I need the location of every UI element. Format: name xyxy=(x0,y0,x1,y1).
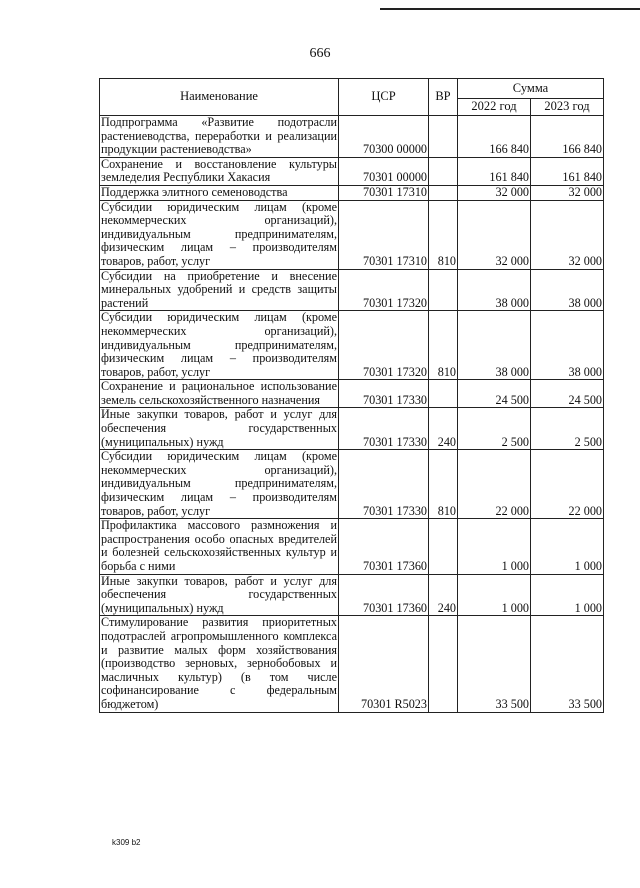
row-sum-2023: 38 000 xyxy=(531,311,604,380)
row-vr: 810 xyxy=(429,200,458,269)
row-csr: 70301 17330 xyxy=(339,380,429,408)
header-name: Наименование xyxy=(100,79,339,116)
row-csr: 70301 17360 xyxy=(339,519,429,574)
row-sum-2023: 2 500 xyxy=(531,408,604,450)
row-csr: 70301 17360 xyxy=(339,574,429,616)
row-vr: 810 xyxy=(429,450,458,519)
row-vr xyxy=(429,269,458,311)
row-name: Подпрограмма «Развитие подотрасли растениеводства, переработки и реализации продукции растениеводства» xyxy=(101,115,337,157)
row-sum-2022: 2 500 xyxy=(458,408,531,450)
table-body xyxy=(100,116,604,713)
row-sum-2022: 166 840 xyxy=(458,116,531,158)
row-sum-2022: 32 000 xyxy=(458,200,531,269)
row-sum-2023: 22 000 xyxy=(531,450,604,519)
row-vr: 240 xyxy=(429,574,458,616)
row-name: Иные закупки товаров, работ и услуг для обеспечения государственных (муниципальных) нужд xyxy=(101,574,337,615)
row-csr: 70300 00000 xyxy=(339,116,429,158)
row-sum-2022: 22 000 xyxy=(458,450,531,519)
budget-table xyxy=(99,78,604,713)
table-row xyxy=(100,269,604,311)
header-sum: Сумма xyxy=(458,79,604,99)
table-row xyxy=(100,519,604,574)
header-2022: 2022 год xyxy=(458,99,531,116)
row-sum-2022: 161 840 xyxy=(458,157,531,185)
row-vr: 810 xyxy=(429,311,458,380)
row-sum-2023: 32 000 xyxy=(531,200,604,269)
row-csr: 70301 17330 xyxy=(339,408,429,450)
row-sum-2022: 38 000 xyxy=(458,269,531,311)
row-csr: 70301 17330 xyxy=(339,450,429,519)
row-sum-2022: 1 000 xyxy=(458,574,531,616)
row-sum-2022: 1 000 xyxy=(458,519,531,574)
row-sum-2022: 24 500 xyxy=(458,380,531,408)
row-sum-2023: 24 500 xyxy=(531,380,604,408)
header-2023: 2023 год xyxy=(531,99,604,116)
row-vr xyxy=(429,616,458,712)
row-sum-2022: 32 000 xyxy=(458,185,531,200)
row-name: Поддержка элитного семеноводства xyxy=(100,185,339,200)
row-csr: 70301 R5023 xyxy=(339,616,429,712)
row-vr xyxy=(429,116,458,158)
row-name: Субсидии юридическим лицам (кроме некоммерческих организаций), индивидуальным предпринимателям, физическим лицам – производителям товаров, работ, услуг xyxy=(101,200,337,268)
row-name: Субсидии юридическим лицам (кроме некоммерческих организаций), индивидуальным предпринимателям, физическим лицам – производителям товаров, работ, услуг xyxy=(101,449,337,518)
row-sum-2023: 32 000 xyxy=(531,185,604,200)
row-sum-2023: 38 000 xyxy=(531,269,604,311)
row-csr: 70301 17320 xyxy=(339,269,429,311)
row-vr: 240 xyxy=(429,408,458,450)
table-row xyxy=(100,200,604,269)
row-sum-2023: 166 840 xyxy=(531,116,604,158)
table-row xyxy=(100,616,604,712)
row-vr xyxy=(429,380,458,408)
row-csr: 70301 17310 xyxy=(339,185,429,200)
top-rule xyxy=(380,8,640,10)
table-row xyxy=(100,116,604,158)
table-row xyxy=(100,574,604,616)
row-sum-2022: 33 500 xyxy=(458,616,531,712)
footer-code: k309 b2 xyxy=(112,838,141,847)
row-sum-2023: 1 000 xyxy=(531,574,604,616)
row-vr xyxy=(429,519,458,574)
row-csr: 70301 17310 xyxy=(339,200,429,269)
row-vr xyxy=(429,157,458,185)
row-csr: 70301 00000 xyxy=(339,157,429,185)
table-row xyxy=(100,380,604,408)
table-row xyxy=(100,450,604,519)
table-row xyxy=(100,311,604,380)
table-row xyxy=(100,157,604,185)
row-name: Субсидии юридическим лицам (кроме некоммерческих организаций), индивидуальным предпринимателям, физическим лицам – производителям товаров, работ, услуг xyxy=(101,310,337,379)
row-name: Сохранение и восстановление культуры земледелия Республики Хакасия xyxy=(101,157,337,185)
row-vr xyxy=(429,185,458,200)
header-vr: ВР xyxy=(429,79,458,116)
row-name: Стимулирование развития приоритетных подотраслей агропромышленного комплекса и развитие малых форм хозяйствования (производство зерновых, зернобобовых и масличных культур) (в том числе софинансирование с федеральным бюджетом) xyxy=(101,615,337,711)
row-sum-2023: 1 000 xyxy=(531,519,604,574)
row-name: Сохранение и рациональное использование земель сельскохозяйственного назначения xyxy=(101,379,337,407)
row-csr: 70301 17320 xyxy=(339,311,429,380)
row-name: Субсидии на приобретение и внесение минеральных удобрений и средств защиты растений xyxy=(101,269,337,310)
table-row xyxy=(100,408,604,450)
row-name: Профилактика массового размножения и распространения особо опасных вредителей и болезней сельскохозяйственных культур и борьба с ними xyxy=(101,518,337,573)
header-csr: ЦСР xyxy=(339,79,429,116)
page-number: 666 xyxy=(309,46,331,61)
row-name: Иные закупки товаров, работ и услуг для обеспечения государственных (муниципальных) нужд xyxy=(101,407,337,449)
row-sum-2023: 33 500 xyxy=(531,616,604,712)
table-row xyxy=(100,185,604,200)
row-sum-2022: 38 000 xyxy=(458,311,531,380)
row-sum-2023: 161 840 xyxy=(531,157,604,185)
